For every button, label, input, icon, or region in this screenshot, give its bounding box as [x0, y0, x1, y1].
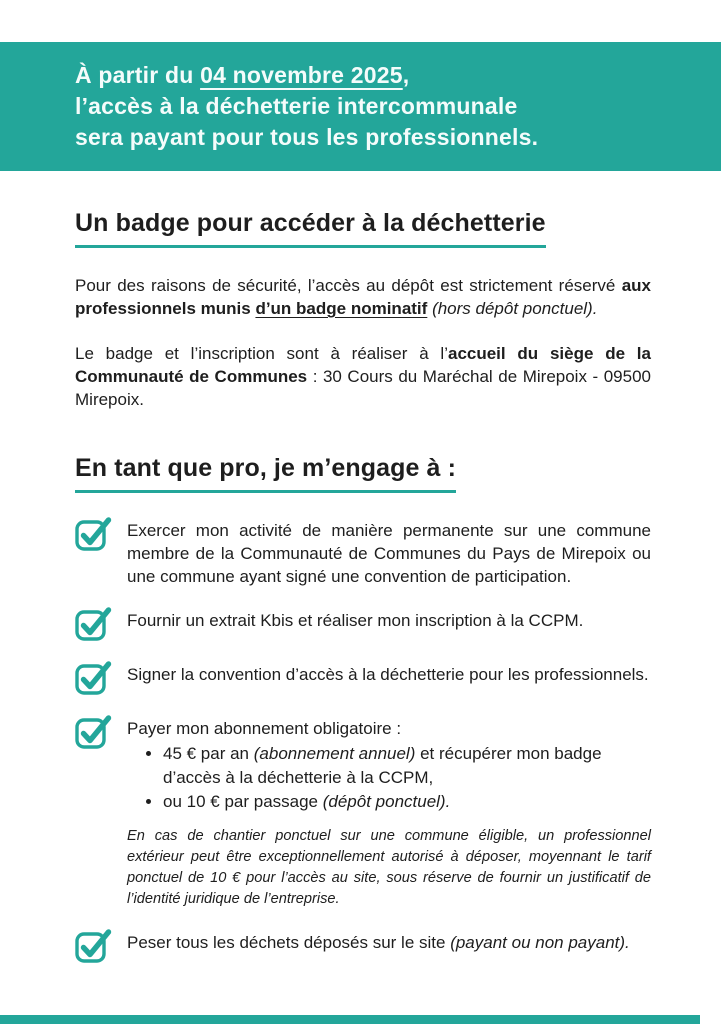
section-engage-heading: En tant que pro, je m’engage à : — [75, 453, 456, 493]
checklist-item-text: Signer la convention d’accès à la déchetterie pour les professionnels. — [127, 665, 649, 684]
banner-line-2: l’accès à la déchetterie intercommunale — [75, 93, 518, 119]
checklist-item-text: Exercer mon activité de manière permanente sur une commune membre de la Communauté de Communes du Pays de Mirepoix ou une commune ayant signé une convention de participation. — [127, 521, 651, 586]
checkbox-checked-icon — [75, 609, 127, 642]
banner-line-3: sera payant pour tous les professionnels. — [75, 124, 539, 150]
commitments-checklist — [75, 519, 651, 964]
exception-note: En cas de chantier ponctuel sur une commune éligible, un professionnel extérieur peut être exceptionnellement autorisé à déposer, moyennant le tarif ponctuel de 10 € pour l’accès au site, sous réserve de fournir un justificatif de l’identité juridique de l’entreprise. — [127, 828, 651, 907]
checklist-item-payer-block — [75, 717, 651, 910]
checklist-item-payer — [75, 717, 651, 814]
checklist-item-exercer — [75, 519, 651, 588]
tariff-bullet-per-visit: • ou 10 € par passage (dépôt ponctuel). — [163, 790, 651, 814]
content-area — [0, 208, 721, 964]
checkbox-checked-icon — [75, 931, 127, 964]
tariff-bullet-list — [127, 742, 651, 814]
checkbox-checked-icon — [75, 519, 127, 588]
banner-line1-suffix: , — [402, 62, 410, 88]
checkbox-checked-icon — [75, 663, 127, 696]
checklist-item-text — [127, 717, 651, 814]
checklist-item-convention — [75, 663, 651, 696]
checklist-item-text: Fournir un extrait Kbis et réaliser mon inscription à la CCPM. — [127, 611, 584, 630]
checklist-item-kbis — [75, 609, 651, 642]
section-badge-heading: Un badge pour accéder à la déchetterie — [75, 208, 546, 248]
banner-date: 04 novembre 2025 — [200, 62, 403, 88]
tariff-bullet-annual: • 45 € par an (abonnement annuel) et récupérer mon badge d’accès à la déchetterie à la CCPM, — [163, 742, 651, 790]
checklist-item-text: Peser tous les déchets déposés sur le site (payant ou non payant). — [127, 933, 630, 952]
footer-teal-strip — [0, 1015, 700, 1024]
checklist-item-peser — [75, 931, 651, 964]
badge-paragraph-1: Pour des raisons de sécurité, l’accès au dépôt est strictement réservé aux professionnels munis d’un badge nominatif (hors dépôt ponctuel). — [75, 276, 651, 318]
badge-paragraph-2: Le badge et l’inscription sont à réaliser à l’accueil du siège de la Communauté de Communes : 30 Cours du Maréchal de Mirepoix - 09500 Mirepoix. — [75, 344, 651, 409]
payer-intro: Payer mon abonnement obligatoire : — [127, 719, 402, 738]
top-banner — [0, 42, 721, 171]
banner-line-1 — [75, 60, 691, 91]
checkbox-checked-icon — [75, 717, 127, 814]
banner-line1-prefix: À partir du — [75, 62, 201, 88]
